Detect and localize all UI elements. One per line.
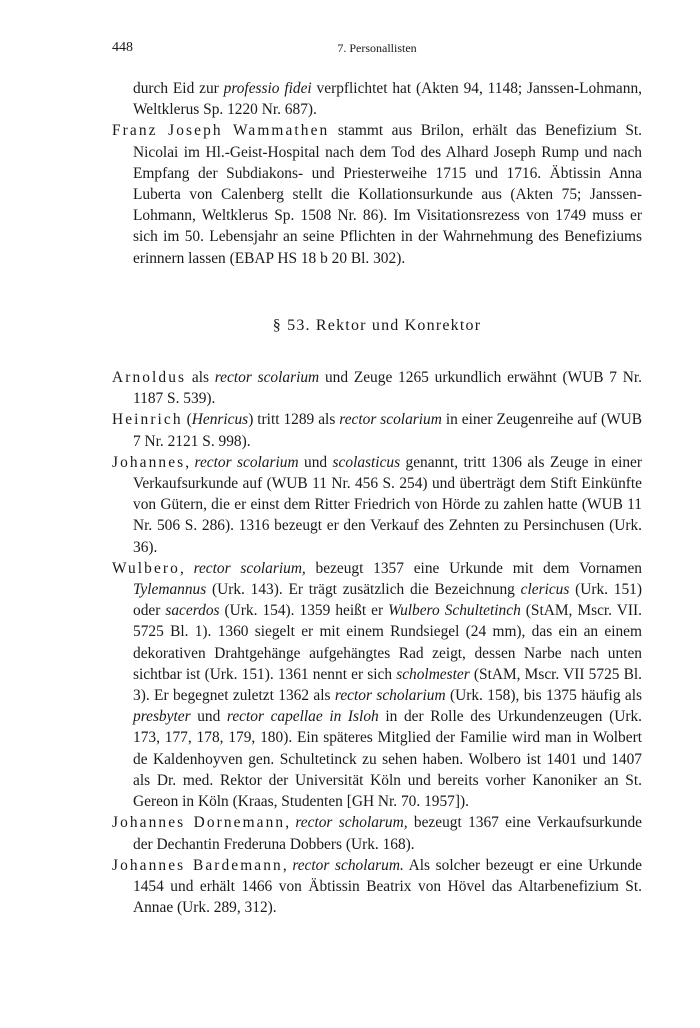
text: Als solcher bezeugt er eine Urkunde 1454 und erhält 1466 von Äbtissin Beatrix von Hövel das Altarbenefizium St. Annae (Urk. 289, 312). — [133, 856, 643, 917]
text: und Zeuge 1265 urkundlich erwähnt (WUB 7 Nr. 1187 S. 539). — [133, 369, 642, 408]
text: , — [282, 856, 293, 874]
italic-term: rector scolarium — [339, 411, 442, 429]
running-head: 7. Personallisten — [337, 41, 417, 55]
person-name: Heinrich — [112, 411, 183, 429]
italic-term: rector scolarium, — [193, 559, 306, 577]
text: (Urk. 158), bis 1375 häufig als — [445, 687, 642, 705]
italic-term: Wulbero Schultetinch — [388, 602, 521, 620]
entry-wammathen — [112, 120, 642, 268]
entry-wulbero — [112, 558, 642, 812]
text: (Urk. 151) oder — [133, 581, 642, 620]
italic-term: scholmester — [396, 665, 470, 683]
text: (StAM, Mscr. VII 5725 Bl. 3). Er begegnet zuletzt 1362 als — [133, 665, 643, 705]
person-name: Wulbero — [112, 559, 180, 577]
text: als — [186, 369, 215, 387]
italic-term: rector capellae in Isloh — [226, 708, 379, 726]
text: und — [190, 708, 227, 726]
italic-term: rector scolarium — [214, 369, 320, 387]
text: verpflichtet hat (Akten 94, 1148; Janssen-Lohmann, Weltklerus Sp. 1220 Nr. 687). — [133, 80, 642, 119]
text: durch Eid zur — [133, 80, 224, 97]
text: , — [179, 559, 194, 577]
person-name: Johannes Bardemann — [112, 856, 283, 874]
entry-bardemann — [112, 855, 642, 919]
entry-heinrich — [112, 409, 642, 451]
text: ) tritt 1289 als — [248, 411, 340, 429]
text: in der Rolle des Urkundenzeugen (Urk. 173, 177, 178, 179, 180). Ein späteres Mitglied der Familie wird man in Wolbert de Kaldenhoyven gen. Schultetinck zu sehen haben. Wolbero ist 1401 und 1407 als Dr. med. Rektor der Universität Köln und bereits vorher Kanoniker an St. Gereon in Köln (Kraas, Studenten [GH Nr. 70. 1957]). — [133, 708, 643, 811]
italic-term: rector scholarum. — [292, 856, 404, 874]
text: in einer Zeugenreihe auf (WUB 7 Nr. 2121 S. 998). — [133, 411, 643, 450]
italic-term: rector scolarium — [194, 453, 299, 471]
page-number: 448 — [112, 40, 133, 55]
text: genannt, tritt 1306 als Zeuge in einer Verkaufsurkunde auf (WUB 11 Nr. 456 S. 254) und überträgt dem Stift Einkünfte von Gütern, die er einst dem Ritter Friedrich von Hörde zu zahlen hatte (WUB 11 Nr. 506 S. 286). 1316 bezeugt er den Verkauf des Zehnten zu Persinchusen (Urk. 36). — [133, 453, 643, 556]
text: bezeugt 1357 eine Urkunde mit dem Vornamen — [305, 559, 642, 577]
text: , — [185, 453, 195, 471]
entry-arnoldus — [112, 367, 642, 409]
text: stammt aus Brilon, erhält das Benefizium St. Nicolai im Hl.-Geist-Hospital nach dem Tod des Alhard Joseph Rump und nach Empfang der Subdiakons- und Priesterweihe 1715 und 1716. Äbtissin Anna Luberta von Calenberg stellt die Kollationsurkunde aus (Akten 75; Janssen-Lohmann, Weltklerus Sp. 1508 Nr. 86). Im Visitationsrezess von 1749 muss er sich im 50. Lebensjahr an seine Pflichten in der Wahrnehmung des Benefiziums erinnern lassen (EBAP HS 18 b 20 Bl. 302). — [133, 122, 643, 267]
person-name: Arnoldus — [112, 369, 187, 387]
page-header — [112, 40, 642, 60]
text: ( — [182, 411, 192, 429]
entry-dornemann — [112, 812, 642, 854]
person-name: Franz Joseph Wammathen — [112, 122, 330, 140]
italic-term: professio fidei — [223, 80, 312, 97]
text: , — [285, 814, 296, 832]
italic-term: Henricus — [191, 411, 249, 429]
entry-continuation — [112, 78, 642, 120]
italic-term: rector scholarum, — [295, 814, 408, 832]
italic-term: scolasticus — [332, 453, 401, 471]
section-heading: § 53. Rektor und Konrektor — [272, 316, 482, 334]
text: bezeugt 1367 eine Verkaufsurkunde der Dechantin Frederuna Dobbers (Urk. 168). — [133, 814, 642, 853]
entry-johannes — [112, 452, 642, 558]
italic-term: presbyter — [133, 708, 191, 726]
text: und — [298, 453, 333, 471]
person-name: Johannes Dornemann — [112, 814, 286, 832]
italic-term: Tylemannus — [133, 581, 207, 599]
text: (StAM, Mscr. VII. 5725 Bl. 1). 1360 siegelt er mit einem Rundsiegel (24 mm), das ein an einem dekorativen Drahtgehänge aufgehängtes Rad zeigt, dessen Narbe nach unten sichtbar ist (Urk. 151). 1361 nennt er sich — [133, 602, 642, 683]
person-name: Johannes — [112, 453, 186, 471]
text: (Urk. 154). 1359 heißt er — [219, 602, 389, 620]
italic-term: sacerdos — [165, 602, 220, 620]
body-text — [112, 78, 642, 918]
italic-term: clericus — [520, 581, 570, 599]
italic-term: rector scholarium — [334, 687, 446, 705]
text: (Urk. 143). Er trägt zusätzlich die Bezeichnung — [206, 581, 521, 599]
